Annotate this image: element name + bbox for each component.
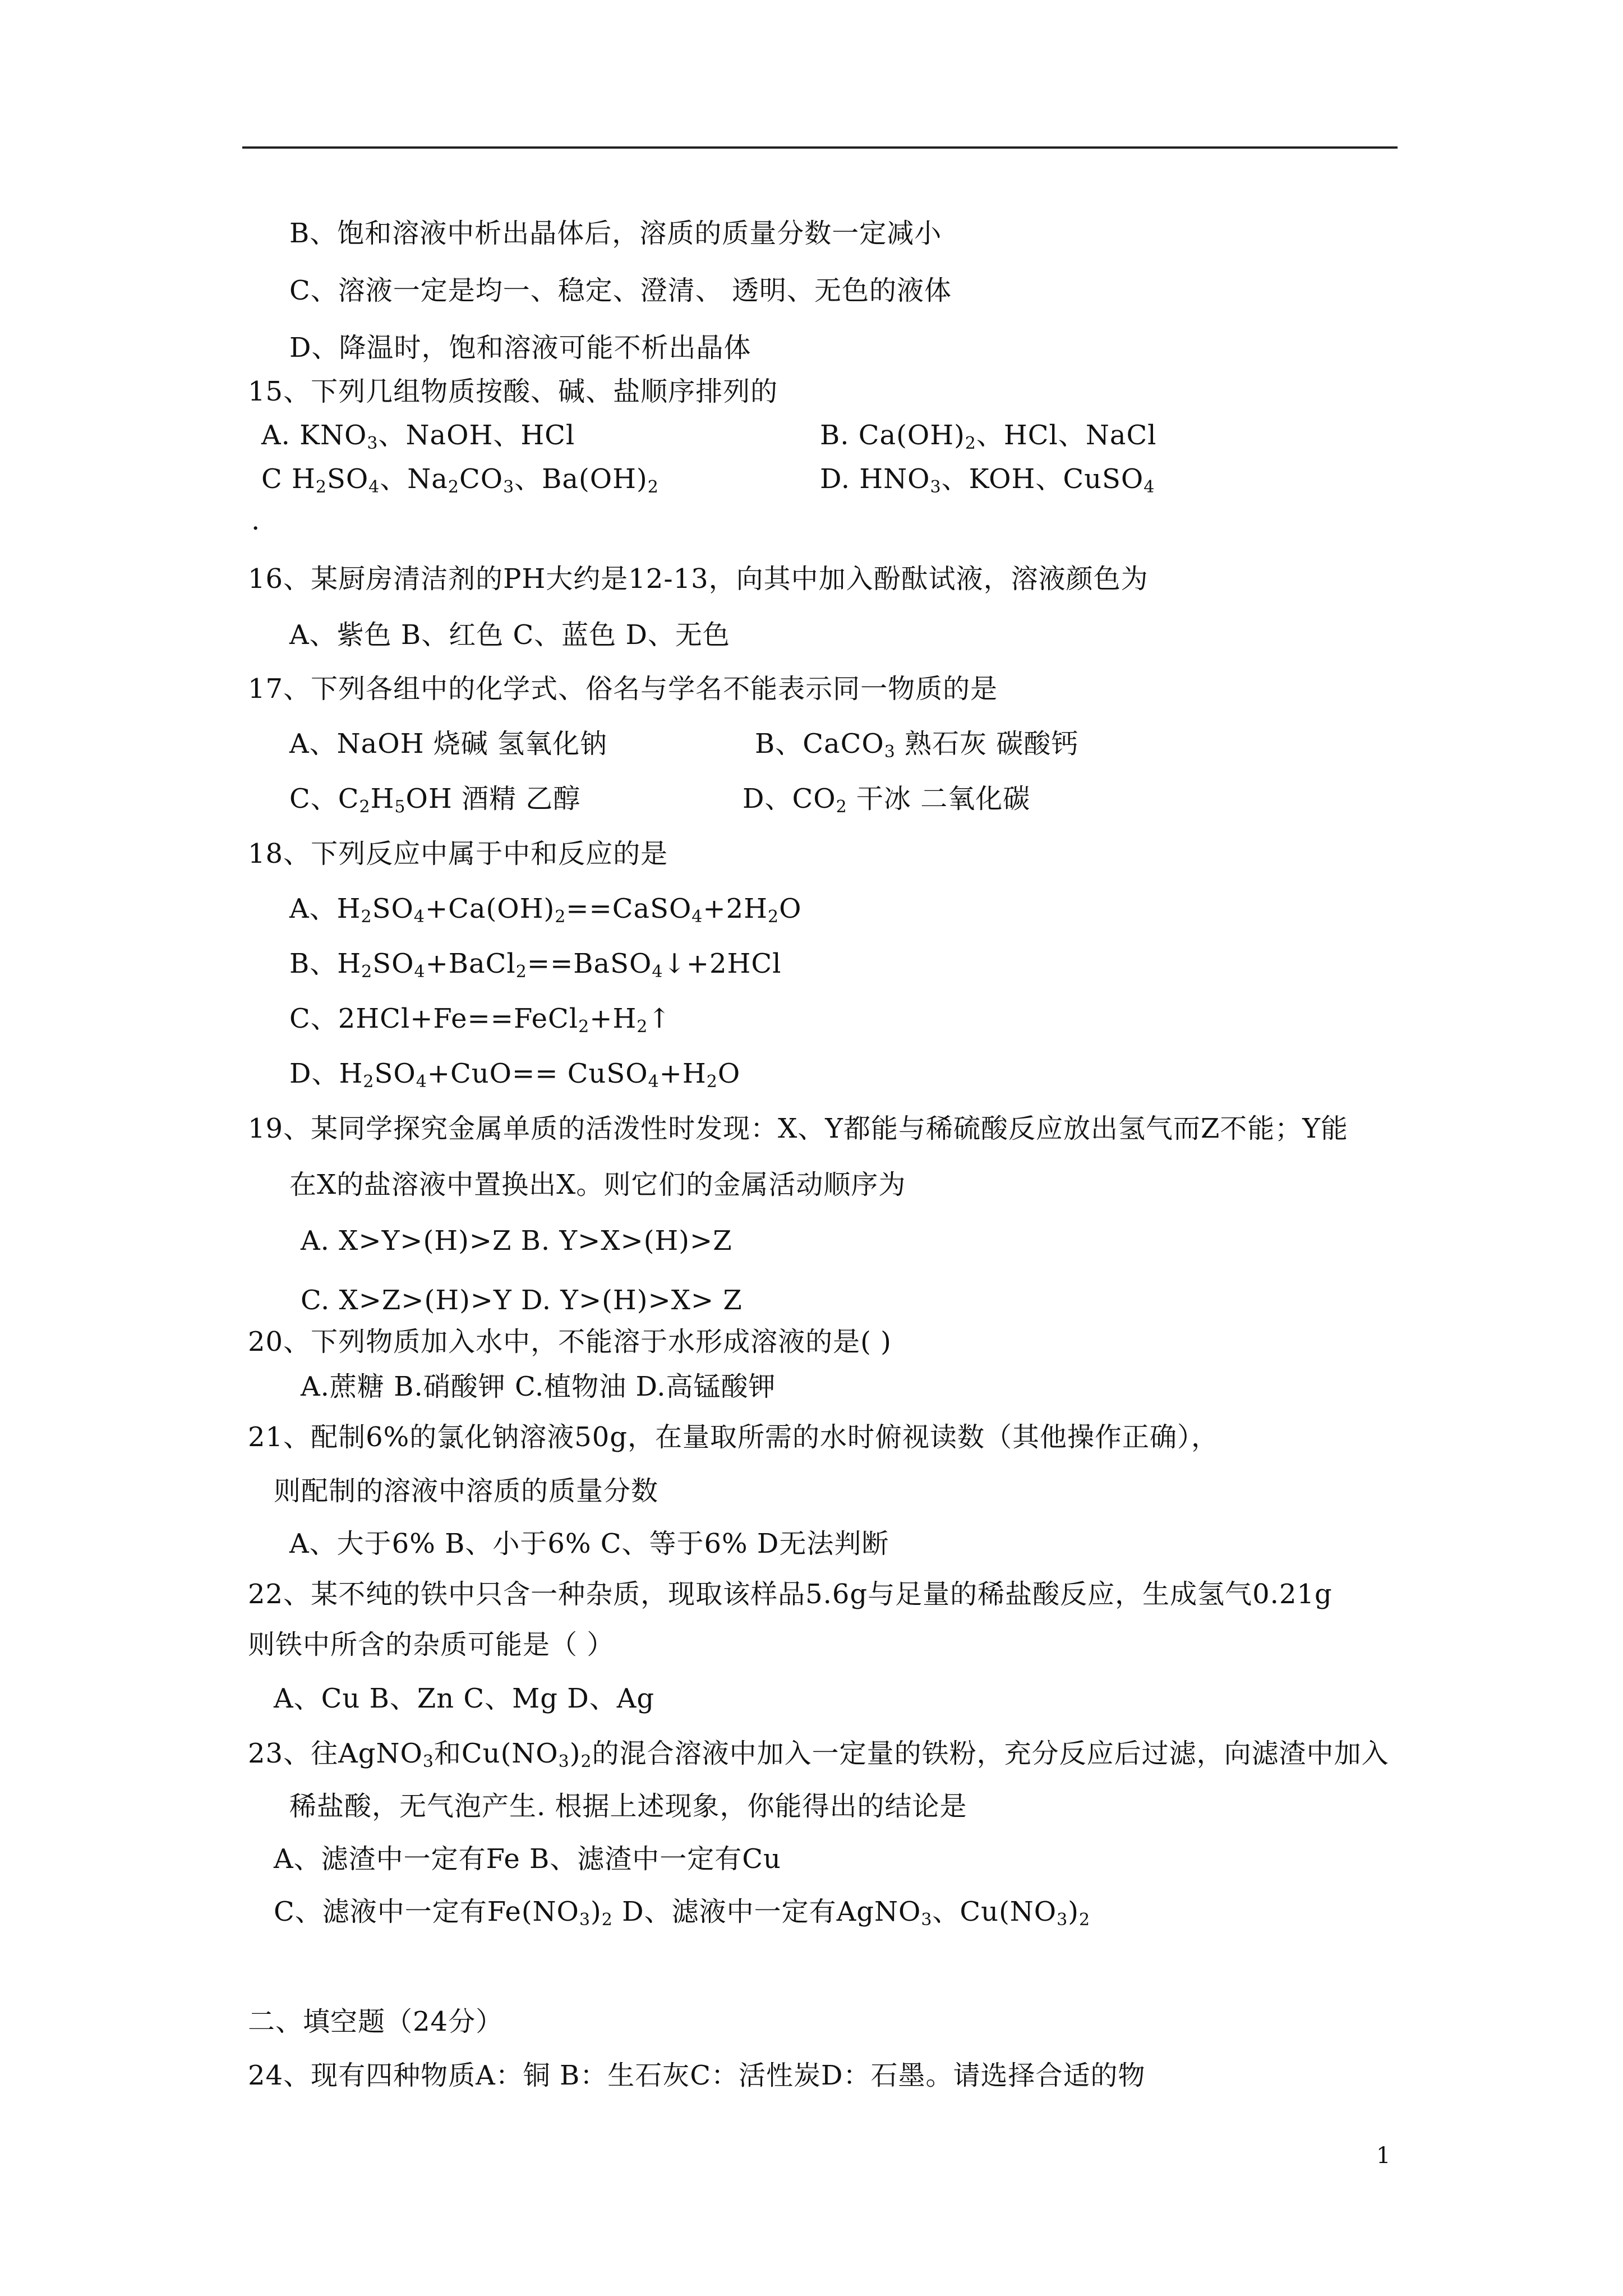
q15-option-a: A. $KNO_3$、NaOH、HCl xyxy=(261,420,575,453)
q18-option-b: B、$H_2SO_4+BaCl_2==BaSO_4↓+2HCl$ xyxy=(289,948,782,982)
q23-options-cd: C、滤液中一定有$Fe(NO_3)_2$ D、滤液中一定有AgNO$_3$、$Cu(NO_3)_2$ xyxy=(274,1896,1091,1930)
page-number: 1 xyxy=(1376,2143,1391,2169)
question-22-line-1: 22、某不纯的铁中只含一种杂质，现取该样品5.6g与足量的稀盐酸反应，生成氢气0.21g xyxy=(248,1579,1332,1610)
q18-option-d: D、$H_2SO_4+CuO==$ $CuSO_4+H_2O$ xyxy=(289,1058,741,1092)
question-19-line-1: 19、某同学探究金属单质的活泼性时发现：X、Y都能与稀硫酸反应放出氢气而Z不能；Y能 xyxy=(248,1113,1348,1144)
q15-option-d: D. $HNO_3$、KOH、CuSO$_4$ xyxy=(820,463,1155,497)
q19-options-ab: A. X>Y>(H)>Z B. Y>X>(H)>Z xyxy=(301,1225,732,1257)
q15-option-b: B. $Ca(OH)_2$、HCl、NaCl xyxy=(820,420,1157,453)
question-17: 17、下列各组中的化学式、俗名与学名不能表示同一物质的是 xyxy=(248,673,998,705)
section-2-title: 二、填空题（24分） xyxy=(248,2006,504,2037)
q17-option-b: B、CaCO$_3$ 熟石灰 碳酸钙 xyxy=(755,728,1079,762)
question-16: 16、某厨房清洁剂的PH大约是12-13，向其中加入酚酞试液，溶液颜色为 xyxy=(248,563,1149,595)
header-rule xyxy=(242,146,1398,149)
q17-option-c: C、$C_2H_5OH$ 酒精 乙醇 xyxy=(289,783,581,817)
q15-option-c: C $H_2SO_4$、$Na_2CO_3$、$Ba(OH)_2$ xyxy=(261,463,659,497)
q19-options-cd: C. X>Z>(H)>Y D. Y>(H)>X> Z xyxy=(301,1285,743,1316)
q21-options: A、大于6% B、小于6% C、等于6% D无法判断 xyxy=(289,1528,889,1559)
question-15: 15、下列几组物质按酸、碱、盐顺序排列的 xyxy=(248,376,778,407)
q18-option-c: C、$2HCl+Fe==FeCl_2+H_2↑$ xyxy=(289,1003,671,1037)
stray-dot: . xyxy=(251,505,261,536)
question-23-line-1: 23、往AgNO$_3$和$Cu(NO_3)_2$的混合溶液中加入一定量的铁粉，充分反应后过滤，向滤渣中加入 xyxy=(248,1738,1389,1772)
option-c-line: C、溶液一定是均一、稳定、澄清、 透明、无色的液体 xyxy=(289,275,952,306)
question-21-line-2: 则配制的溶液中溶质的质量分数 xyxy=(274,1475,659,1507)
question-24: 24、现有四种物质A：铜 B：生石灰C：活性炭D：石墨。请选择合适的物 xyxy=(248,2060,1146,2091)
question-22-line-2: 则铁中所含的杂质可能是（ ） xyxy=(248,1629,615,1660)
question-18: 18、下列反应中属于中和反应的是 xyxy=(248,838,668,869)
q16-options: A、紫色 B、红色 C、蓝色 D、无色 xyxy=(289,619,730,651)
q18-option-a: A、$H_2SO_4+Ca(OH)_2==CaSO_4+2H_2O$ xyxy=(289,893,802,927)
question-20: 20、下列物质加入水中，不能溶于水形成溶液的是( ) xyxy=(248,1326,892,1358)
q17-option-a: A、NaOH 烧碱 氢氧化钠 xyxy=(289,728,608,760)
question-23-line-2: 稀盐酸，无气泡产生. 根据上述现象，你能得出的结论是 xyxy=(289,1791,967,1822)
question-21-line-1: 21、配制6%的氯化钠溶液50g，在量取所需的水时俯视读数（其他操作正确）， xyxy=(248,1421,1219,1453)
option-d-line: D、降温时，饱和溶液可能不析出晶体 xyxy=(289,332,751,364)
q22-options: A、Cu B、Zn C、Mg D、Ag xyxy=(274,1683,655,1714)
question-19-line-2: 在X的盐溶液中置换出X。则它们的金属活动顺序为 xyxy=(289,1169,906,1200)
q17-option-d: D、$CO_2$ 干冰 二氧化碳 xyxy=(743,783,1031,817)
q20-options: A.蔗糖 B.硝酸钾 C.植物油 D.高锰酸钾 xyxy=(301,1371,776,1402)
q23-options-ab: A、滤渣中一定有Fe B、滤渣中一定有Cu xyxy=(274,1843,781,1875)
option-b-line: B、饱和溶液中析出晶体后，溶质的质量分数一定减小 xyxy=(289,218,942,249)
